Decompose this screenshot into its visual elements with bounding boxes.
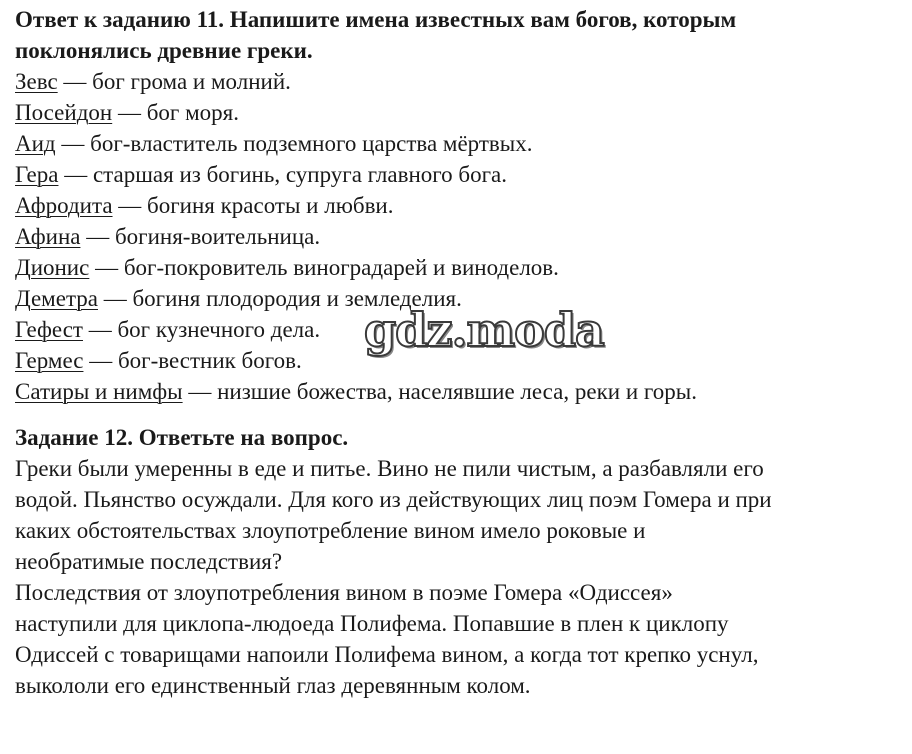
document-page bbox=[15, 4, 905, 701]
question-line: каких обстоятельствах злоупотребление вином имело роковые и bbox=[15, 518, 646, 543]
god-item bbox=[15, 128, 905, 159]
gods-list bbox=[15, 66, 905, 407]
god-item bbox=[15, 252, 905, 283]
god-name: Гермес bbox=[15, 348, 84, 373]
answer-line: Последствия от злоупотребления вином в поэме Гомера «Одиссея» bbox=[15, 580, 673, 605]
god-description: — бог моря. bbox=[112, 100, 239, 125]
god-item bbox=[15, 66, 905, 97]
god-name: Деметра bbox=[15, 286, 98, 311]
god-description: — бог-вестник богов. bbox=[83, 348, 302, 373]
god-name: Зевс bbox=[15, 69, 58, 94]
god-description: — богиня-воительница. bbox=[80, 224, 321, 249]
task11-heading-line2: поклонялись древние греки. bbox=[15, 38, 313, 63]
answer-line: Одиссей с товарищами напоили Полифема вином, а когда тот крепко уснул, bbox=[15, 642, 759, 667]
section-spacer bbox=[15, 407, 905, 422]
god-item bbox=[15, 190, 905, 221]
god-name: Афина bbox=[15, 224, 81, 249]
god-item bbox=[15, 314, 905, 345]
god-description: — богиня красоты и любви. bbox=[112, 193, 394, 218]
task12-answer bbox=[15, 577, 905, 701]
god-item bbox=[15, 159, 905, 190]
god-item bbox=[15, 221, 905, 252]
task12-question bbox=[15, 453, 905, 577]
question-line: водой. Пьянство осуждали. Для кого из действующих лиц поэм Гомера и при bbox=[15, 487, 772, 512]
god-name: Посейдон bbox=[15, 100, 113, 125]
god-description: — бог-покровитель виноградарей и виноделов. bbox=[89, 255, 559, 280]
god-description: — низшие божества, населявшие леса, реки и горы. bbox=[182, 379, 697, 404]
god-item bbox=[15, 345, 905, 376]
answer-line: выкололи его единственный глаз деревянным колом. bbox=[15, 673, 531, 698]
god-description: — бог-властитель подземного царства мёртвых. bbox=[55, 131, 533, 156]
god-name: Аид bbox=[15, 131, 56, 156]
god-name: Афродита bbox=[15, 193, 113, 218]
god-item bbox=[15, 283, 905, 314]
answer-line: наступили для циклопа-людоеда Полифема. Попавшие в плен к циклопу bbox=[15, 611, 729, 636]
task12-heading: Задание 12. Ответьте на вопрос. bbox=[15, 425, 349, 450]
watermark-logo: gdz.moda bbox=[364, 303, 604, 357]
god-name: Сатиры и нимфы bbox=[15, 379, 183, 404]
question-line: необратимые последствия? bbox=[15, 549, 283, 574]
god-name: Гера bbox=[15, 162, 59, 187]
question-line: Греки были умеренны в еде и питье. Вино не пили чистым, а разбавляли его bbox=[15, 456, 764, 481]
god-name: Гефест bbox=[15, 317, 83, 342]
god-description: — бог кузнечного дела. bbox=[82, 317, 321, 342]
god-name: Дионис bbox=[15, 255, 90, 280]
god-item bbox=[15, 376, 905, 407]
god-description: — бог грома и молний. bbox=[57, 69, 291, 94]
god-description: — богиня плодородия и земледелия. bbox=[97, 286, 462, 311]
task11-heading-line1: Ответ к заданию 11. Напишите имена известных вам богов, которым bbox=[15, 7, 737, 32]
god-item bbox=[15, 97, 905, 128]
god-description: — старшая из богинь, супруга главного бога. bbox=[58, 162, 507, 187]
